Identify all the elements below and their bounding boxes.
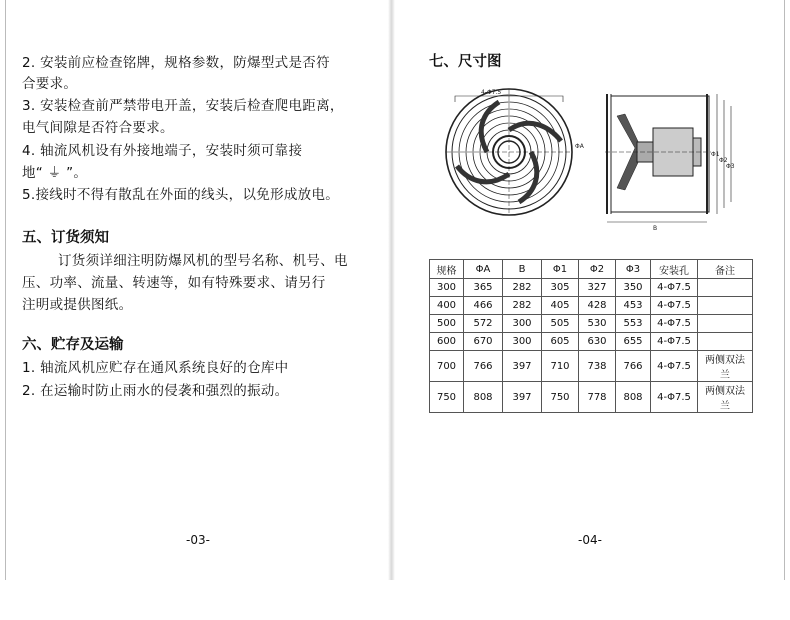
table-row	[430, 315, 753, 333]
dim-phia-label: ΦA	[575, 143, 584, 150]
table-cell: 300	[430, 279, 464, 297]
section-7-title: 七、尺寸图	[429, 54, 502, 70]
right-page	[395, 0, 785, 580]
table-header-row	[430, 260, 753, 279]
table-cell: 282	[503, 297, 542, 315]
table-cell: 766	[464, 351, 503, 382]
table-cell: 305	[542, 279, 579, 297]
table-cell: 808	[464, 382, 503, 413]
table-row	[430, 279, 753, 297]
table-cell: 710	[542, 351, 579, 382]
column-header: B	[503, 260, 542, 279]
table-cell: 766	[616, 351, 651, 382]
table-cell: 750	[430, 382, 464, 413]
table-cell: 400	[430, 297, 464, 315]
book-gutter	[388, 0, 395, 580]
table-cell: 428	[579, 297, 616, 315]
table-row	[430, 297, 753, 315]
hole-label: 4-Φ7.5	[481, 89, 502, 96]
dim-phi1-label: Φ1	[711, 151, 720, 158]
section-5-title: 五、订货须知	[22, 230, 109, 246]
table-cell	[698, 279, 753, 297]
dimension-table	[429, 259, 753, 413]
table-cell: 655	[616, 333, 651, 351]
fan-dimension-diagram	[439, 86, 739, 236]
table-cell: 505	[542, 315, 579, 333]
table-cell: 572	[464, 315, 503, 333]
table-cell: 327	[579, 279, 616, 297]
text-line: 注明或提供图纸。	[22, 297, 133, 313]
table-cell: 4-Φ7.5	[651, 279, 698, 297]
table-cell: 300	[503, 333, 542, 351]
table-cell: 两侧双法兰	[698, 351, 753, 382]
column-header: 规格	[430, 260, 464, 279]
text-line: 4. 轴流风机设有外接地端子，安装时须可靠接	[22, 143, 303, 159]
table-cell: 605	[542, 333, 579, 351]
dim-phi3-label: Φ3	[726, 163, 735, 170]
table-cell: 4-Φ7.5	[651, 297, 698, 315]
dim-phi2-label: Φ2	[719, 157, 728, 164]
table-cell: 405	[542, 297, 579, 315]
left-page	[5, 0, 397, 580]
fan-front-view	[446, 89, 572, 215]
table-row	[430, 382, 753, 413]
fan-side-view	[605, 94, 731, 222]
table-cell: 4-Φ7.5	[651, 315, 698, 333]
column-header: Φ3	[616, 260, 651, 279]
table-cell: 4-Φ7.5	[651, 382, 698, 413]
column-header: ΦA	[464, 260, 503, 279]
table-cell: 350	[616, 279, 651, 297]
table-row	[430, 333, 753, 351]
table-cell: 453	[616, 297, 651, 315]
column-header: Φ2	[579, 260, 616, 279]
table-cell: 600	[430, 333, 464, 351]
table-cell: 397	[503, 382, 542, 413]
text-line: 3. 安装检查前严禁带电开盖，安装后检查爬电距离，	[22, 98, 344, 114]
text-line: 合要求。	[22, 76, 78, 92]
table-cell: 750	[542, 382, 579, 413]
table-cell: 778	[579, 382, 616, 413]
text-line: 2. 安装前应检查铭牌，规格参数，防爆型式是否符	[22, 55, 330, 71]
dim-b-label: B	[653, 225, 658, 232]
table-cell: 500	[430, 315, 464, 333]
column-header: 备注	[698, 260, 753, 279]
page-number: -04-	[578, 533, 602, 547]
table-cell: 738	[579, 351, 616, 382]
table-cell: 397	[503, 351, 542, 382]
table-cell: 4-Φ7.5	[651, 351, 698, 382]
table-cell	[698, 297, 753, 315]
table-cell: 300	[503, 315, 542, 333]
text-line: 压、功率、流量、转速等，如有特殊要求、请另行	[22, 275, 326, 291]
table-cell: 530	[579, 315, 616, 333]
section-6-title: 六、贮存及运输	[22, 337, 124, 353]
table-cell: 466	[464, 297, 503, 315]
column-header: 安装孔	[651, 260, 698, 279]
column-header: Φ1	[542, 260, 579, 279]
page-number: -03-	[186, 533, 210, 547]
table-cell: 670	[464, 333, 503, 351]
text-line: 地“ ⏚ ”。	[22, 165, 88, 181]
table-row	[430, 351, 753, 382]
table-cell	[698, 333, 753, 351]
table-cell: 4-Φ7.5	[651, 333, 698, 351]
table-cell: 两侧双法兰	[698, 382, 753, 413]
table-cell: 700	[430, 351, 464, 382]
text-line: 2. 在运输时防止雨水的侵袭和强烈的振动。	[22, 383, 289, 399]
table-cell: 365	[464, 279, 503, 297]
text-line: 1. 轴流风机应贮存在通风系统良好的仓库中	[22, 360, 289, 376]
table-cell: 282	[503, 279, 542, 297]
table-cell: 553	[616, 315, 651, 333]
text-line: 电气间隙是否符合要求。	[22, 120, 174, 136]
text-line: 订货须详细注明防爆风机的型号名称、机号、电	[58, 253, 348, 269]
table-cell: 808	[616, 382, 651, 413]
table-cell	[698, 315, 753, 333]
table-cell: 630	[579, 333, 616, 351]
text-line: 5.接线时不得有散乱在外面的线头，以免形成放电。	[22, 187, 340, 203]
